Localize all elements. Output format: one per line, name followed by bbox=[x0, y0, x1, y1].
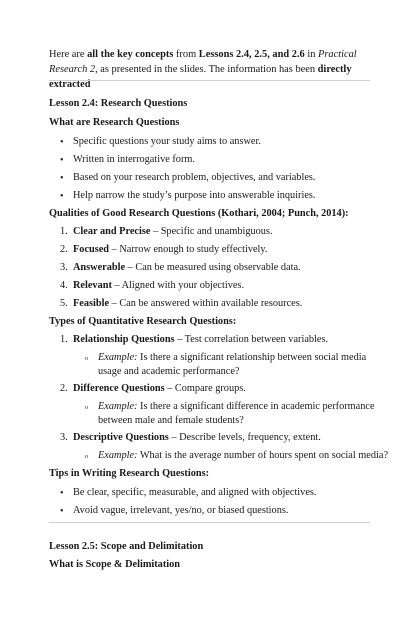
sub-bullet-icon: o bbox=[85, 405, 88, 411]
tips-heading: Tips in Writing Research Questions: bbox=[49, 468, 210, 479]
type-item: Relationship Questions – Test correlation between variables. bbox=[73, 334, 329, 345]
list-number: 3. bbox=[60, 262, 68, 273]
lesson-25-heading: Lesson 2.5: Scope and Delimitation bbox=[49, 541, 204, 552]
quality-item: Focused – Narrow enough to study effectively. bbox=[73, 244, 268, 255]
list-item: Written in interrogative form. bbox=[73, 154, 195, 165]
example-line: Example: Is there a significant relationship between social media bbox=[98, 352, 367, 363]
list-number: 4. bbox=[60, 280, 68, 291]
bullet-icon: • bbox=[60, 506, 64, 517]
tip-item: Be clear, specific, measurable, and aligned with objectives. bbox=[73, 487, 317, 498]
list-number: 1. bbox=[60, 334, 68, 345]
intro-lessons: Lessons 2.4, 2.5, and 2.6 bbox=[198, 49, 305, 60]
bullet-icon: • bbox=[60, 191, 64, 202]
quality-item: Relevant – Aligned with your objectives. bbox=[73, 280, 245, 291]
qualities-heading: Qualities of Good Research Questions (Kothari, 2004; Punch, 2014): bbox=[49, 208, 349, 219]
intro-directly-extracted: directly extracted bbox=[49, 64, 352, 90]
list-item: Help narrow the study’s purpose into answerable inquiries. bbox=[73, 190, 316, 201]
lesson-24-heading: Lesson 2.4: Research Questions bbox=[49, 98, 188, 109]
intro-key-concepts: all the key concepts bbox=[87, 49, 174, 60]
example-line: Example: What is the average number of hours spent on social media? bbox=[98, 450, 389, 461]
intro-course-title: Practical Research 2 bbox=[49, 49, 357, 75]
quality-item: Feasible – Can be answered within available resources. bbox=[73, 298, 303, 309]
list-number: 2. bbox=[60, 383, 68, 394]
list-number: 2. bbox=[60, 244, 68, 255]
quality-item: Clear and Precise – Specific and unambiguous. bbox=[73, 226, 273, 237]
intro-paragraph: Here are all the key concepts from Lessons 2.4, 2.5, and 2.6 in Practical Research 2, as presented in the slides. The information has been directly extracted bbox=[49, 49, 357, 90]
example-line-2: between male and female students? bbox=[98, 415, 244, 426]
what-are-rq-heading: What are Research Questions bbox=[49, 117, 180, 128]
sub-bullet-icon: o bbox=[85, 454, 88, 460]
list-number: 1. bbox=[60, 226, 68, 237]
type-item: Difference Questions – Compare groups. bbox=[73, 383, 246, 394]
list-number: 5. bbox=[60, 298, 68, 309]
divider bbox=[49, 522, 370, 523]
tip-item: Avoid vague, irrelevant, yes/no, or biased questions. bbox=[73, 505, 289, 516]
type-item: Descriptive Questions – Describe levels, frequency, extent. bbox=[73, 432, 321, 443]
bullet-icon: • bbox=[60, 488, 64, 499]
quality-item: Answerable – Can be measured using observable data. bbox=[73, 262, 301, 273]
bullet-icon: • bbox=[60, 137, 64, 148]
list-number: 3. bbox=[60, 432, 68, 443]
types-heading: Types of Quantitative Research Questions: bbox=[49, 316, 237, 327]
what-is-scope-heading: What is Scope & Delimitation bbox=[49, 559, 180, 570]
bullet-icon: • bbox=[60, 173, 64, 184]
sub-bullet-icon: o bbox=[85, 356, 88, 362]
example-line: Example: Is there a significant difference in academic performance bbox=[98, 401, 375, 412]
bullet-icon: • bbox=[60, 155, 64, 166]
example-line-2: usage and academic performance? bbox=[98, 366, 240, 377]
list-item: Based on your research problem, objectives, and variables. bbox=[73, 172, 316, 183]
list-item: Specific questions your study aims to answer. bbox=[73, 136, 261, 147]
divider bbox=[49, 80, 370, 81]
